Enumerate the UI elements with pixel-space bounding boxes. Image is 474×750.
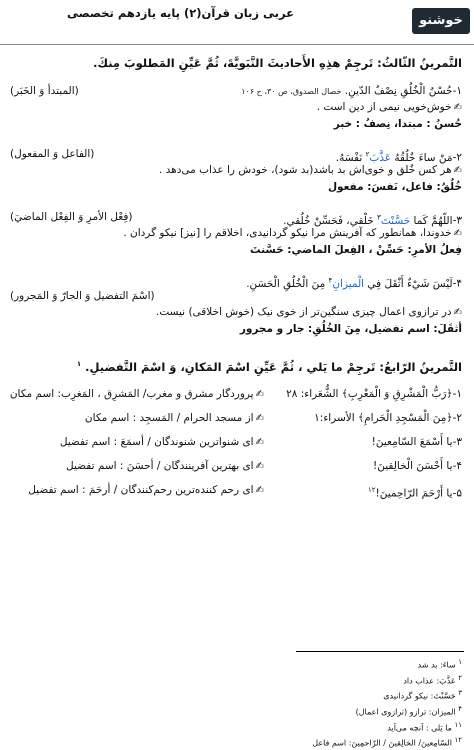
pen-icon: ✍ xyxy=(453,102,462,113)
item-number: ۲- xyxy=(452,151,462,164)
pen-icon: ✍ xyxy=(255,389,264,400)
answer: خُلُقُ: فاعل، نَفسَ: مفعول xyxy=(327,181,462,193)
exercise-4-item xyxy=(10,454,462,478)
answer: از مسجد الحرام / المَسجِد : اسم مکان xyxy=(84,412,254,424)
hadith-text: حُسْنُ الْخُلُقِ نِصْفُ الدّينِ. xyxy=(344,85,453,97)
answer: ای رحم کننده‌ترین رحم‌کنندگان / أرحَمَ : اسم تفضیل xyxy=(28,484,254,496)
pen-icon: ✍ xyxy=(255,485,264,496)
item-number: ۱- xyxy=(452,388,462,400)
item-number: ۵- xyxy=(452,487,462,500)
exercise-4-item xyxy=(10,478,462,502)
pen-icon: ✍ xyxy=(255,461,264,472)
question-text: يا أَسْمَعَ السّامِعينَ! xyxy=(371,436,453,448)
answer: ای بهترین آفرینندگان / أحسَنَ : اسم تفضیل xyxy=(66,460,254,472)
question-text: ﴿مِنَ الْمَسْجِدِ الْحَرامِ﴾ الأسراء:۱ xyxy=(314,412,453,424)
requested-items: (الفاعل وَ المفعول) xyxy=(10,148,95,160)
answer: حُسنُ : مبتدا، نِصفُ : خبر xyxy=(333,118,462,130)
page-header xyxy=(0,0,474,45)
exercise-4-list xyxy=(10,382,462,502)
footnote: ۲ عَذَّبَ: عذاب داد xyxy=(403,673,462,686)
translation: خوش‌خویی نیمی از دین است . xyxy=(316,101,452,113)
footnote: ۱ ساءَ: بد شد xyxy=(417,658,462,670)
footnote-divider xyxy=(296,651,464,652)
page-title: عربی زبان قرآن(۲) پایه یازدهم تخصصی xyxy=(66,6,294,20)
exercise-4-item xyxy=(10,382,462,406)
item-number: ۳- xyxy=(452,214,462,227)
requested-items: (المبتدأ وَ الخَبَر) xyxy=(10,85,79,97)
answer: ای شنواترین شنوندگان / أسمَعَ : اسم تفضیل xyxy=(59,436,254,448)
exercise-3-item xyxy=(10,272,462,338)
item-number: ۴- xyxy=(452,277,462,290)
hadith-text: لَيْسَ شَيْءٌ أَثْقَلَ فِي الْميزانِ$^۴$ مِنَ الْخُلُقِ الْحَسَنِ. xyxy=(246,276,453,290)
footnote: ۱۱ ما یَلی : آنچه می‌آید xyxy=(387,720,462,733)
item-number: ۴- xyxy=(452,460,462,472)
item-number: ۳- xyxy=(452,436,462,448)
highlighted-word: حَسَّنْتَ xyxy=(380,214,411,227)
pen-icon: ✍ xyxy=(255,413,264,424)
translation: خدوندا، همانطور که آفرینش مرا نیکو گردانیدی، اخلاقم را [نیز] نیکو گردان . xyxy=(123,227,452,239)
exercise-3-item xyxy=(10,209,462,259)
footnote: ۳ حَسَّنْتَ: نیکو گردانیدی xyxy=(383,689,462,701)
exercise-4-item xyxy=(10,430,462,454)
pen-icon: ✍ xyxy=(255,437,264,448)
footnote-marker: ۱۲ xyxy=(368,486,376,494)
exercise-3-item xyxy=(10,146,462,196)
pen-icon: ✍ xyxy=(453,228,462,239)
highlighted-word: عَذَّبَ xyxy=(369,151,392,164)
hadith-text: مَنْ ساءَ خُلُقُهُ عَذَّبَ$^۲$ نَفْسَهُ. xyxy=(335,150,453,164)
requested-items: (فِعْل الأمرِ وَ الفِعْل الماضيَ) xyxy=(10,211,133,223)
highlighted-word: الْميزانِ xyxy=(332,277,365,290)
item-number: ۱- xyxy=(452,85,462,97)
brand-logo: خوشنو xyxy=(412,8,470,34)
item-number: ۲- xyxy=(452,412,462,424)
question-text: يا أَرْحَمَ الرّاحِمينَ! xyxy=(375,487,453,500)
exercise-3-title: التَّمرينُ الثّالثُ: تَرجِمْ هذِهِ الأَحاديثَ النَّبَويَّةَ، ثُمَّ عَيِّنِ المَطلوبَ مِنكَ. xyxy=(93,56,462,70)
answer: أثقَلَ: اسم تفضیل، مِنَ الخُلُقِ: جار و مجرور xyxy=(239,323,462,335)
footnote: ۴ المیزان: ترازو (ترازوی اعمال) xyxy=(355,704,462,717)
exercise-4-title: التَّمرينُ الرّابعُ: تَرجِمْ ما يَلي ، ثُمَّ عَيِّنِ اسْمَ المَكانِ، وَ اسْمَ التَّفضيلِ. $^۱$ xyxy=(76,360,462,374)
translation: هر کس خُلق و خوی‌اش بد باشد(بد شود)، خودش را عذاب می‌دهد . xyxy=(158,164,452,176)
pen-icon: ✍ xyxy=(453,165,462,176)
question-text: يا أَحْسَنَ الْخالِقينَ! xyxy=(373,460,453,472)
translation: در ترازوی اعمال چیزی سنگین‌تر از خوی نیک (خوش اخلاقی) نیست. xyxy=(156,306,452,318)
exercise-3-item xyxy=(10,83,462,133)
answer: فِعلُ الأمرِ: حَسِّنْ ، الفِعلَ الماضي: حَسَّنتَ xyxy=(250,244,462,256)
footnote-marker: ۱ xyxy=(76,360,82,369)
pen-icon: ✍ xyxy=(453,307,462,318)
worksheet-content xyxy=(10,48,462,502)
footnotes xyxy=(312,656,462,750)
hadith-source: خصال الصدوق، ص ۳۰، ح ۱۰۶ xyxy=(241,87,342,96)
footnote: ۱۲ السّامِعینَ/ الخالِقینَ / الرّاحمِینَ: اسم فاعل xyxy=(312,736,462,748)
question-text: ﴿رَبُّ الْمَشْرِقِ وَ الْمَغْرِبِ﴾ الشُّعَراء: ۲۸ xyxy=(286,388,453,400)
answer: پروردگار مشرق و مغرب/ المَشرِق ، المَغرِب: اسم مکان xyxy=(9,388,254,400)
exercise-4-item xyxy=(10,406,462,430)
requested-items: (اسْمَ التفضيل وَ الجارّ وَ المَجرور) xyxy=(10,290,155,302)
hadith-text: اللّهُمَّ كَما حَسَّنْتَ$^۳$ خَلْقي، فَحَسِّنْ خُلُقي. xyxy=(283,213,453,227)
